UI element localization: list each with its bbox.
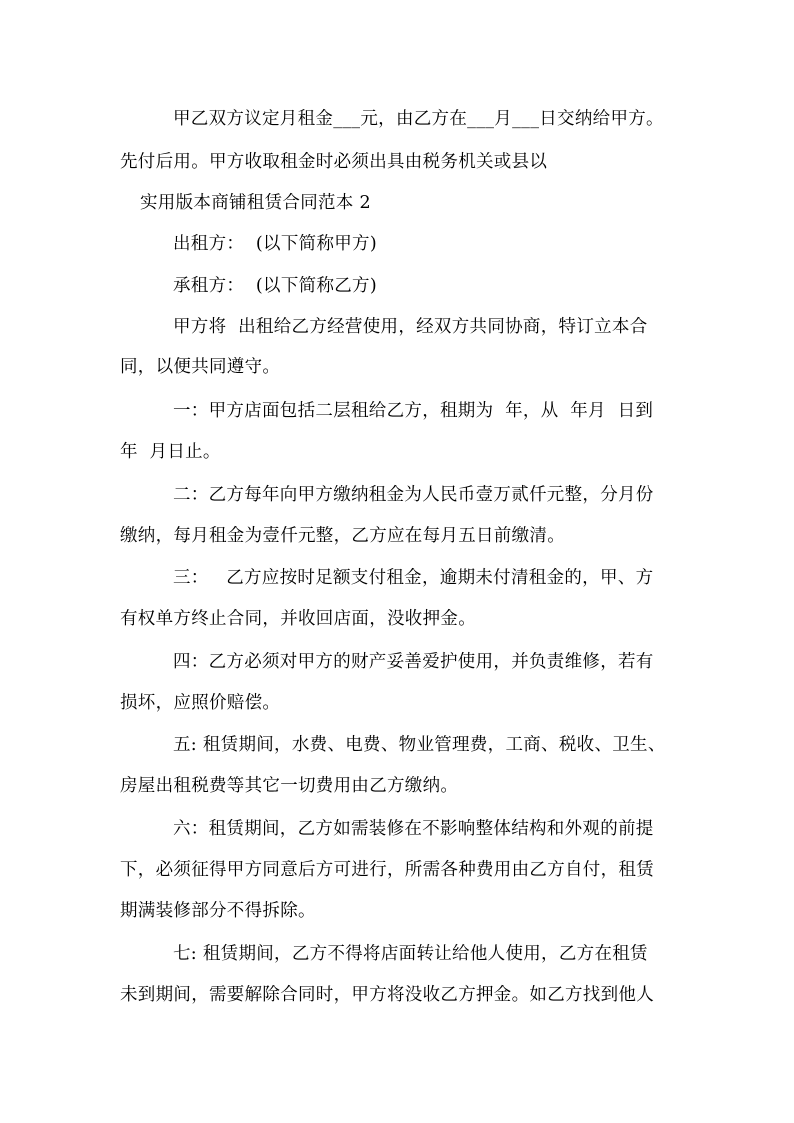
clause-4-line-2: 损坏，应照价赔偿。: [120, 693, 281, 713]
section-title: 实用版本商铺租赁合同范本 2: [140, 193, 371, 213]
clause-7-line-1: 七: 租赁期间，乙方不得将店面转让给他人使用，乙方在租赁: [173, 944, 648, 964]
paragraph-intro-line-1: 甲方将 出租给乙方经营使用，经双方共同协商，特订立本合: [173, 317, 648, 337]
clause-3-line-1: 三： 乙方应按时足额支付租金，逾期未付清租金的，甲、方: [173, 568, 654, 588]
clause-6-line-2: 下，必须征得甲方同意后方可进行，所需各种费用由乙方自付，租赁: [120, 860, 654, 880]
clause-6-line-1: 六：租赁期间，乙方如需装修在不影响整体结构和外观的前提: [173, 819, 654, 839]
clause-5-line-2: 房屋出租税费等其它一切费用由乙方缴纳。: [120, 776, 459, 796]
clause-1-line-2: 年 月日止。: [120, 442, 221, 462]
paragraph-rent-line-2: 先付后用。甲方收取租金时必须出具由税务机关或县以: [120, 152, 548, 172]
clause-6-line-3: 期满装修部分不得拆除。: [120, 901, 316, 921]
clause-3-line-2: 有权单方终止合同，并收回店面，没收押金。: [120, 609, 476, 629]
lessor-line: 出租方： (以下简称甲方): [173, 234, 377, 254]
clause-2-line-1: 二：乙方每年向甲方缴纳租金为人民币壹万贰仟元整，分月份: [173, 485, 654, 505]
paragraph-rent-line-1: 甲乙双方议定月租金___元，由乙方在___月___日交纳给甲方。: [173, 109, 664, 129]
paragraph-intro-line-2: 同，以便共同遵守。: [120, 357, 281, 377]
clause-7-line-2: 未到期间，需要解除合同时，甲方将没收乙方押金。如乙方找到他人: [120, 985, 654, 1005]
clause-4-line-1: 四：乙方必须对甲方的财产妥善爱护使用，并负责维修，若有: [173, 652, 654, 672]
clause-5-line-1: 五: 租赁期间，水费、电费、物业管理费，工商、税收、卫生、: [173, 735, 666, 755]
clause-2-line-2: 缴纳，每月租金为壹仟元整，乙方应在每月五日前缴清。: [120, 526, 565, 546]
clause-1-line-1: 一：甲方店面包括二层租给乙方，租期为 年，从 年月 日到: [173, 401, 654, 421]
lessee-line: 承租方： (以下简称乙方): [173, 276, 377, 296]
